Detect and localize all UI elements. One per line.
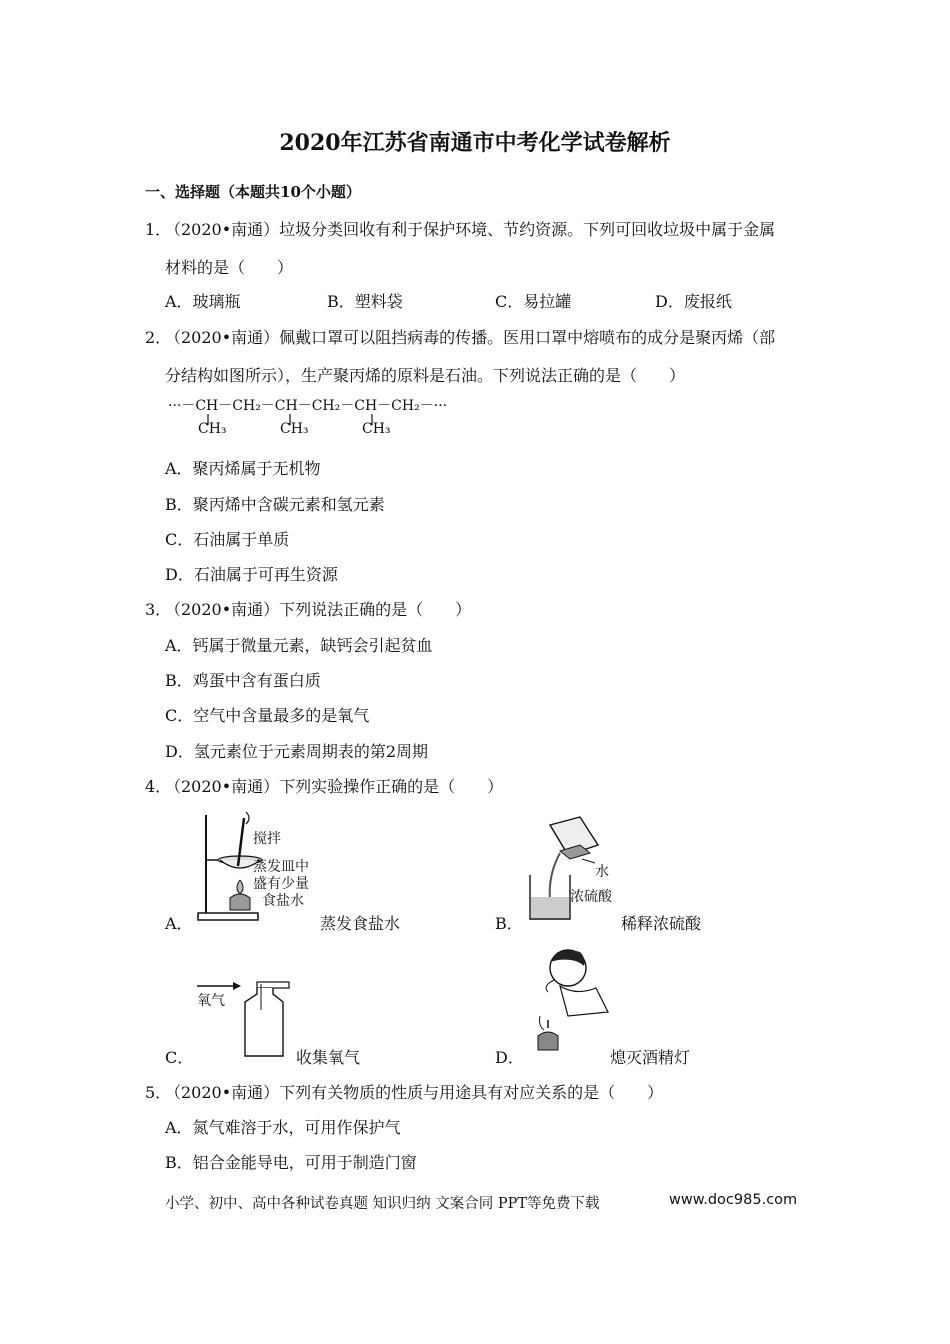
question-4-text: （2020•南通）下列实验操作正确的是（ ）	[165, 777, 504, 796]
question-2-number: 2．	[145, 328, 172, 347]
question-3-text: （2020•南通）下列说法正确的是（ ）	[165, 600, 472, 619]
polymer-chain: ···－CH－CH₂－CH－CH₂－CH－CH₂－···	[168, 398, 448, 414]
question-5-text: （2020•南通）下列有关物质的性质与用途具有对应关系的是（ ）	[165, 1083, 664, 1102]
q2-option-c: C．石油属于单质	[165, 530, 290, 549]
label-dish-2: 盛有少量	[253, 876, 309, 892]
q4-option-b-caption: 稀释浓硫酸	[621, 914, 702, 933]
methyl-group-1: CH₃	[198, 421, 227, 437]
q3-option-a: A．钙属于微量元素，缺钙会引起贫血	[165, 636, 433, 655]
q4-option-a-letter: A．	[165, 914, 193, 933]
q1-option-a: A．玻璃瓶	[165, 292, 241, 311]
label-water: 水	[595, 864, 609, 880]
methyl-group-2: CH₃	[280, 421, 309, 437]
question-1-number: 1．	[145, 220, 172, 239]
label-stir: 搅拌	[253, 831, 281, 847]
question-3-number: 3．	[145, 600, 172, 619]
question-2-text-cont: 分结构如图所示），生产聚丙烯的原料是石油。下列说法正确的是（ ）	[165, 366, 686, 385]
person-blowing-lamp-drawing	[528, 940, 618, 1060]
q4-option-c-caption: 收集氧气	[296, 1048, 361, 1067]
q5-option-b: B．铝合金能导电，可用于制造门窗	[165, 1153, 417, 1172]
question-4-number: 4．	[145, 777, 172, 796]
question-1-text: （2020•南通）垃圾分类回收有利于保护环境、节约资源。下列可回收垃圾中属于金属	[165, 220, 776, 239]
q2-option-a: A．聚丙烯属于无机物	[165, 459, 321, 478]
section-heading: 一、选择题（本题共10个小题）	[145, 183, 361, 201]
label-dish-1: 蒸发皿中	[253, 859, 309, 875]
question-2-text: （2020•南通）佩戴口罩可以阻挡病毒的传播。医用口罩中熔喷布的成分是聚丙烯（部	[165, 328, 776, 347]
q4-option-c-letter: C．	[165, 1048, 194, 1067]
q1-option-d: D．废报纸	[655, 292, 732, 311]
footer-website[interactable]: www.doc985.com	[669, 1192, 798, 1208]
q4-option-b-letter: B．	[495, 914, 523, 933]
q5-option-a: A．氮气难溶于水，可用作保护气	[165, 1118, 401, 1137]
q4-option-d-letter: D．	[495, 1048, 524, 1067]
q3-option-b: B．鸡蛋中含有蛋白质	[165, 671, 321, 690]
q1-option-b: B．塑料袋	[327, 292, 403, 311]
q2-option-d: D．石油属于可再生资源	[165, 565, 338, 584]
page-title: 2020年江苏省南通市中考化学试卷解析	[279, 130, 671, 156]
label-dish-3: 食盐水	[262, 893, 304, 909]
methyl-group-3: CH₃	[362, 421, 391, 437]
question-5-number: 5．	[145, 1083, 172, 1102]
q3-option-c: C．空气中含量最多的是氧气	[165, 706, 370, 725]
q4-option-a-caption: 蒸发食盐水	[320, 914, 401, 933]
label-conc-acid: 浓硫酸	[570, 889, 612, 905]
question-1-text-cont: 材料的是（ ）	[165, 258, 294, 277]
q3-option-d: D．氢元素位于元素周期表的第2周期	[165, 742, 429, 761]
label-oxygen: 氧气	[197, 993, 225, 1009]
q4-option-d-caption: 熄灭酒精灯	[610, 1048, 691, 1067]
footer-ad-text: 小学、初中、高中各种试卷真题 知识归纳 文案合同 PPT等免费下载	[165, 1196, 600, 1212]
q1-option-c: C．易拉罐	[495, 292, 572, 311]
methyl-bonds	[0, 405, 950, 465]
q2-option-b: B．聚丙烯中含碳元素和氢元素	[165, 495, 385, 514]
